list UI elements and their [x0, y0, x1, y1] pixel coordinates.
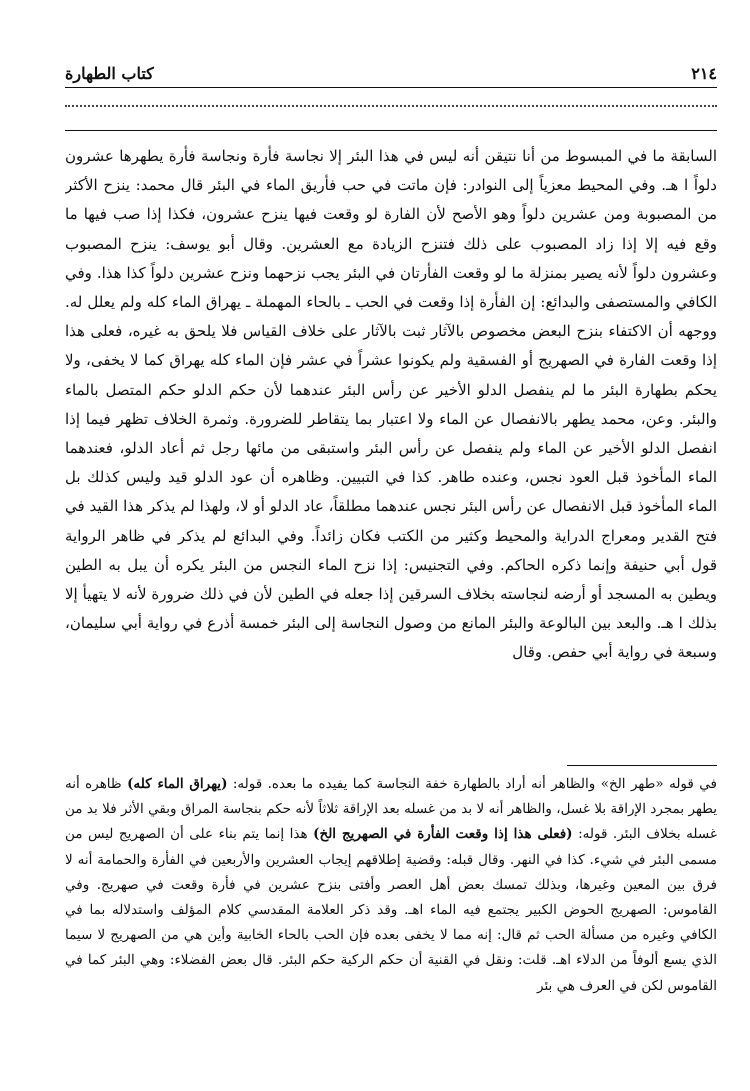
- footnote-segment-2: ظاهره أنه يطهر بمجرد الإراقة بلا غسل، والظاهر أنه لا بد من غسله بعد الإراقة ثلاثاً لأنه حكم بنجاسة المراق وبقي الأثر فلا بد من غسله بخلاف البئر. قوله:: [65, 776, 717, 843]
- footnote-segment-3: هذا إنما يتم بناء على أن الصهريج ليس من مسمى البئر في شيء. كذا في النهر. وقال قبله: وقضية إطلاقهم إيجاب العشرين والأربعين في الفأرة والحمامة أنه لا فرق بين المعين وغيرها، وبذلك تمسك بعض أهل العصر وأفتى بنزح عشرين في فأرة وقعت في صهريج. وفي القاموس: الصهريج الحوض الكبير يجتمع فيه الماء اهـ. وقد ذكر العلامة المقدسي كلام المؤلف واستدلاله بما في الكافي وغيره من مسألة الحب ثم قال: إنه مما لا يخفى بعده فإن الحب بالحاء الخابية وأين هي من الصهريج لا سيما الذي يسع ألوفاً من الدلاء اهـ. قلت: ونقل في القنية أن حكم الركية حكم البئر. قال بعض الفضلاء: وهي البئر كما في القاموس لكن في العرف هي بئر: [65, 826, 717, 994]
- header-rule: [65, 87, 717, 88]
- footnote-quote-2: (فعلى هذا إذا وقعت الفأرة في الصهريج الخ): [313, 826, 573, 843]
- dotted-separator: [65, 105, 717, 107]
- footnotes: [65, 772, 717, 1082]
- page-number: ٢١٤: [691, 63, 717, 83]
- main-text: السابقة ما في المبسوط من أنا نتيقن أنه ليس في هذا البئر إلا نجاسة فأرة ونجاسة فأرة يطهرها عشرون دلواً ا هـ. وفي المحيط معزياً إلى النوادر: فإن ماتت في حب فأريق الماء في البئر قال محمد: ينزح الأكثر من المصبوبة ومن عشرين دلواً وهو الأصح لأن الفارة لو وقعت فيها ينزح عشرون، فكذا إذا صب فيها ما وقع فيه إلا إذا زاد المصبوب على ذلك فتنزح الزيادة مع العشرين. وقال أبو يوسف: ينزح المصبوب وعشرون دلواً لأنه يصير بمنزلة ما لو وقعت الفأرتان في البئر يجب نزحهما ونزح عشرين دلواً كذا هذا. وفي الكافي والمستصفى والبدائع: إن الفأرة إذا وقعت في الحب ـ بالحاء المهملة ـ يهراق الماء كله ولم يعلل له. ووجهه أن الاكتفاء بنزح البعض مخصوص بالآثار ثبت بالآثار على خلاف القياس فلا يلحق به غيره، فعلى هذا إذا وقعت الفارة في الصهريج أو الفسقية ولم يكونوا عشراً في عشر فإن الماء كله يهراق كما لا يخفى، ولا يحكم بطهارة البئر ما لم ينفصل الدلو الأخير عن رأس البئر عندهما لأن حكم الدلو حكم المتصل بالماء والبئر. وعن، محمد يطهر بالانفصال عن الماء ولا اعتبار بما يتقاطر للضرورة. وثمرة الخلاف تظهر فيما إذا انفصل الدلو الأخير عن الماء ولم ينفصل عن رأس البئر واستبقى من مائها رجل ثم أعاد الدلو، فعندهما الماء المأخوذ قبل العود نجس، وعنده طاهر. كذا في التبيين. وظاهره أن عود الدلو قيد وليس كذلك بل الماء المأخوذ قبل الانفصال عن رأس البئر نجس عندهما مطلقاً، عاد الدلو أو لا، ولهذا لم يذكر هذا القيد في فتح القدير ومعراج الدراية والمحيط وكثير من الكتب فكان زائداً. وفي البدائع لم يذكر في ظاهر الرواية قول أبي حنيفة وإنما ذكره الحاكم. وفي التجنيس: إذا نزح الماء النجس من البئر يكره أن يبل به الطين ويطين به المسجد أو أرضه لنجاسته بخلاف السرقين إذا جعله في الطين لأن في ذلك ضرورة لأنه لا يتهيأ إلا بذلك ا هـ. والبعد بين البالوعة والبئر المانع من وصول النجاسة إلى البئر خمسة أذرع في رواية أبي سليمان، وسبعة في رواية أبي حفص. وقال: [65, 147, 717, 662]
- main-text-rule: [65, 130, 717, 131]
- book-title: كتاب الطهارة: [65, 63, 154, 83]
- page-header: [65, 60, 717, 86]
- footnote-quote-1: (يهراق الماء كله): [127, 776, 228, 792]
- footnote-segment-1: في قوله «طهر الخ» والظاهر أنه أراد بالطهارة خفة النجاسة كما يفيده ما بعده. قوله:: [227, 776, 717, 792]
- footnote-rule: [567, 765, 717, 766]
